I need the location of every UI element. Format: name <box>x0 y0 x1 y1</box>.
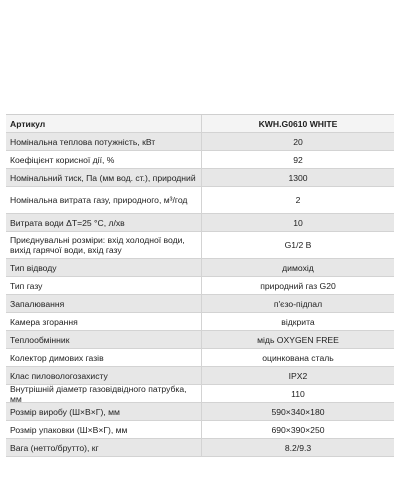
header-value: KWH.G0610 WHITE <box>258 118 338 129</box>
row-value: природний газ G20 <box>260 280 336 291</box>
table-row <box>6 367 394 385</box>
table-row <box>6 421 394 439</box>
table-row <box>6 313 394 331</box>
row-label: Номінальний тиск, Па (мм вод. ст.), природний <box>6 169 202 186</box>
row-label: Приєднувальні розміри: вхід холодної води, вихід гарячої води, вхід газу <box>6 232 202 258</box>
table-row <box>6 295 394 313</box>
row-label: Розмір упаковки (Ш×В×Г), мм <box>6 421 202 438</box>
row-label: Вага (нетто/брутто), кг <box>6 439 202 456</box>
row-label: Клас пиловологозахисту <box>6 367 202 384</box>
row-label: Коефіцієнт корисної дії, % <box>6 151 202 168</box>
row-value: оцинкована сталь <box>262 352 334 363</box>
table-row <box>6 232 394 259</box>
table-row <box>6 331 394 349</box>
row-value: відкрита <box>281 316 315 327</box>
table-row <box>6 187 394 214</box>
specifications-table <box>6 114 394 457</box>
row-value: 92 <box>293 154 303 165</box>
row-label: Тип відводу <box>6 259 202 276</box>
table-header-row <box>6 115 394 133</box>
row-value: 590×340×180 <box>271 406 325 417</box>
row-label: Тип газу <box>6 277 202 294</box>
table-row <box>6 133 394 151</box>
row-value: 20 <box>293 136 303 147</box>
row-value: 2 <box>295 195 301 205</box>
row-label: Номінальна витрата газу, природного, м³/год <box>6 187 202 213</box>
row-label: Витрата води ΔT=25 °C, л/хв <box>6 214 202 231</box>
table-row <box>6 349 394 367</box>
row-value: п'єзо-підпал <box>273 298 323 309</box>
table-row <box>6 403 394 421</box>
row-label: Колектор димових газів <box>6 349 202 366</box>
table-row <box>6 151 394 169</box>
table-row <box>6 214 394 232</box>
row-value: мідь OXYGEN FREE <box>257 334 339 345</box>
row-value: 1300 <box>288 172 308 183</box>
row-label: Камера згорання <box>6 313 202 330</box>
row-value: димохід <box>282 262 314 273</box>
row-value: 690×390×250 <box>271 424 325 435</box>
table-row <box>6 277 394 295</box>
table-row <box>6 259 394 277</box>
row-label: Теплообмінник <box>6 331 202 348</box>
row-label: Розмір виробу (Ш×В×Г), мм <box>6 403 202 420</box>
row-value: 10 <box>293 217 303 228</box>
row-value: G1/2 B <box>284 240 312 250</box>
table-row <box>6 169 394 187</box>
row-label: Запалювання <box>6 295 202 312</box>
row-value: 110 <box>291 388 305 399</box>
header-label: Артикул <box>6 115 202 132</box>
row-value: IPX2 <box>288 370 308 381</box>
row-label: Внутрішній діаметр газовідвідного патрубка, мм <box>6 385 202 402</box>
row-value: 8.2/9.3 <box>284 442 312 453</box>
row-label: Номінальна теплова потужність, кВт <box>6 133 202 150</box>
table-row <box>6 439 394 457</box>
table-row <box>6 385 394 403</box>
